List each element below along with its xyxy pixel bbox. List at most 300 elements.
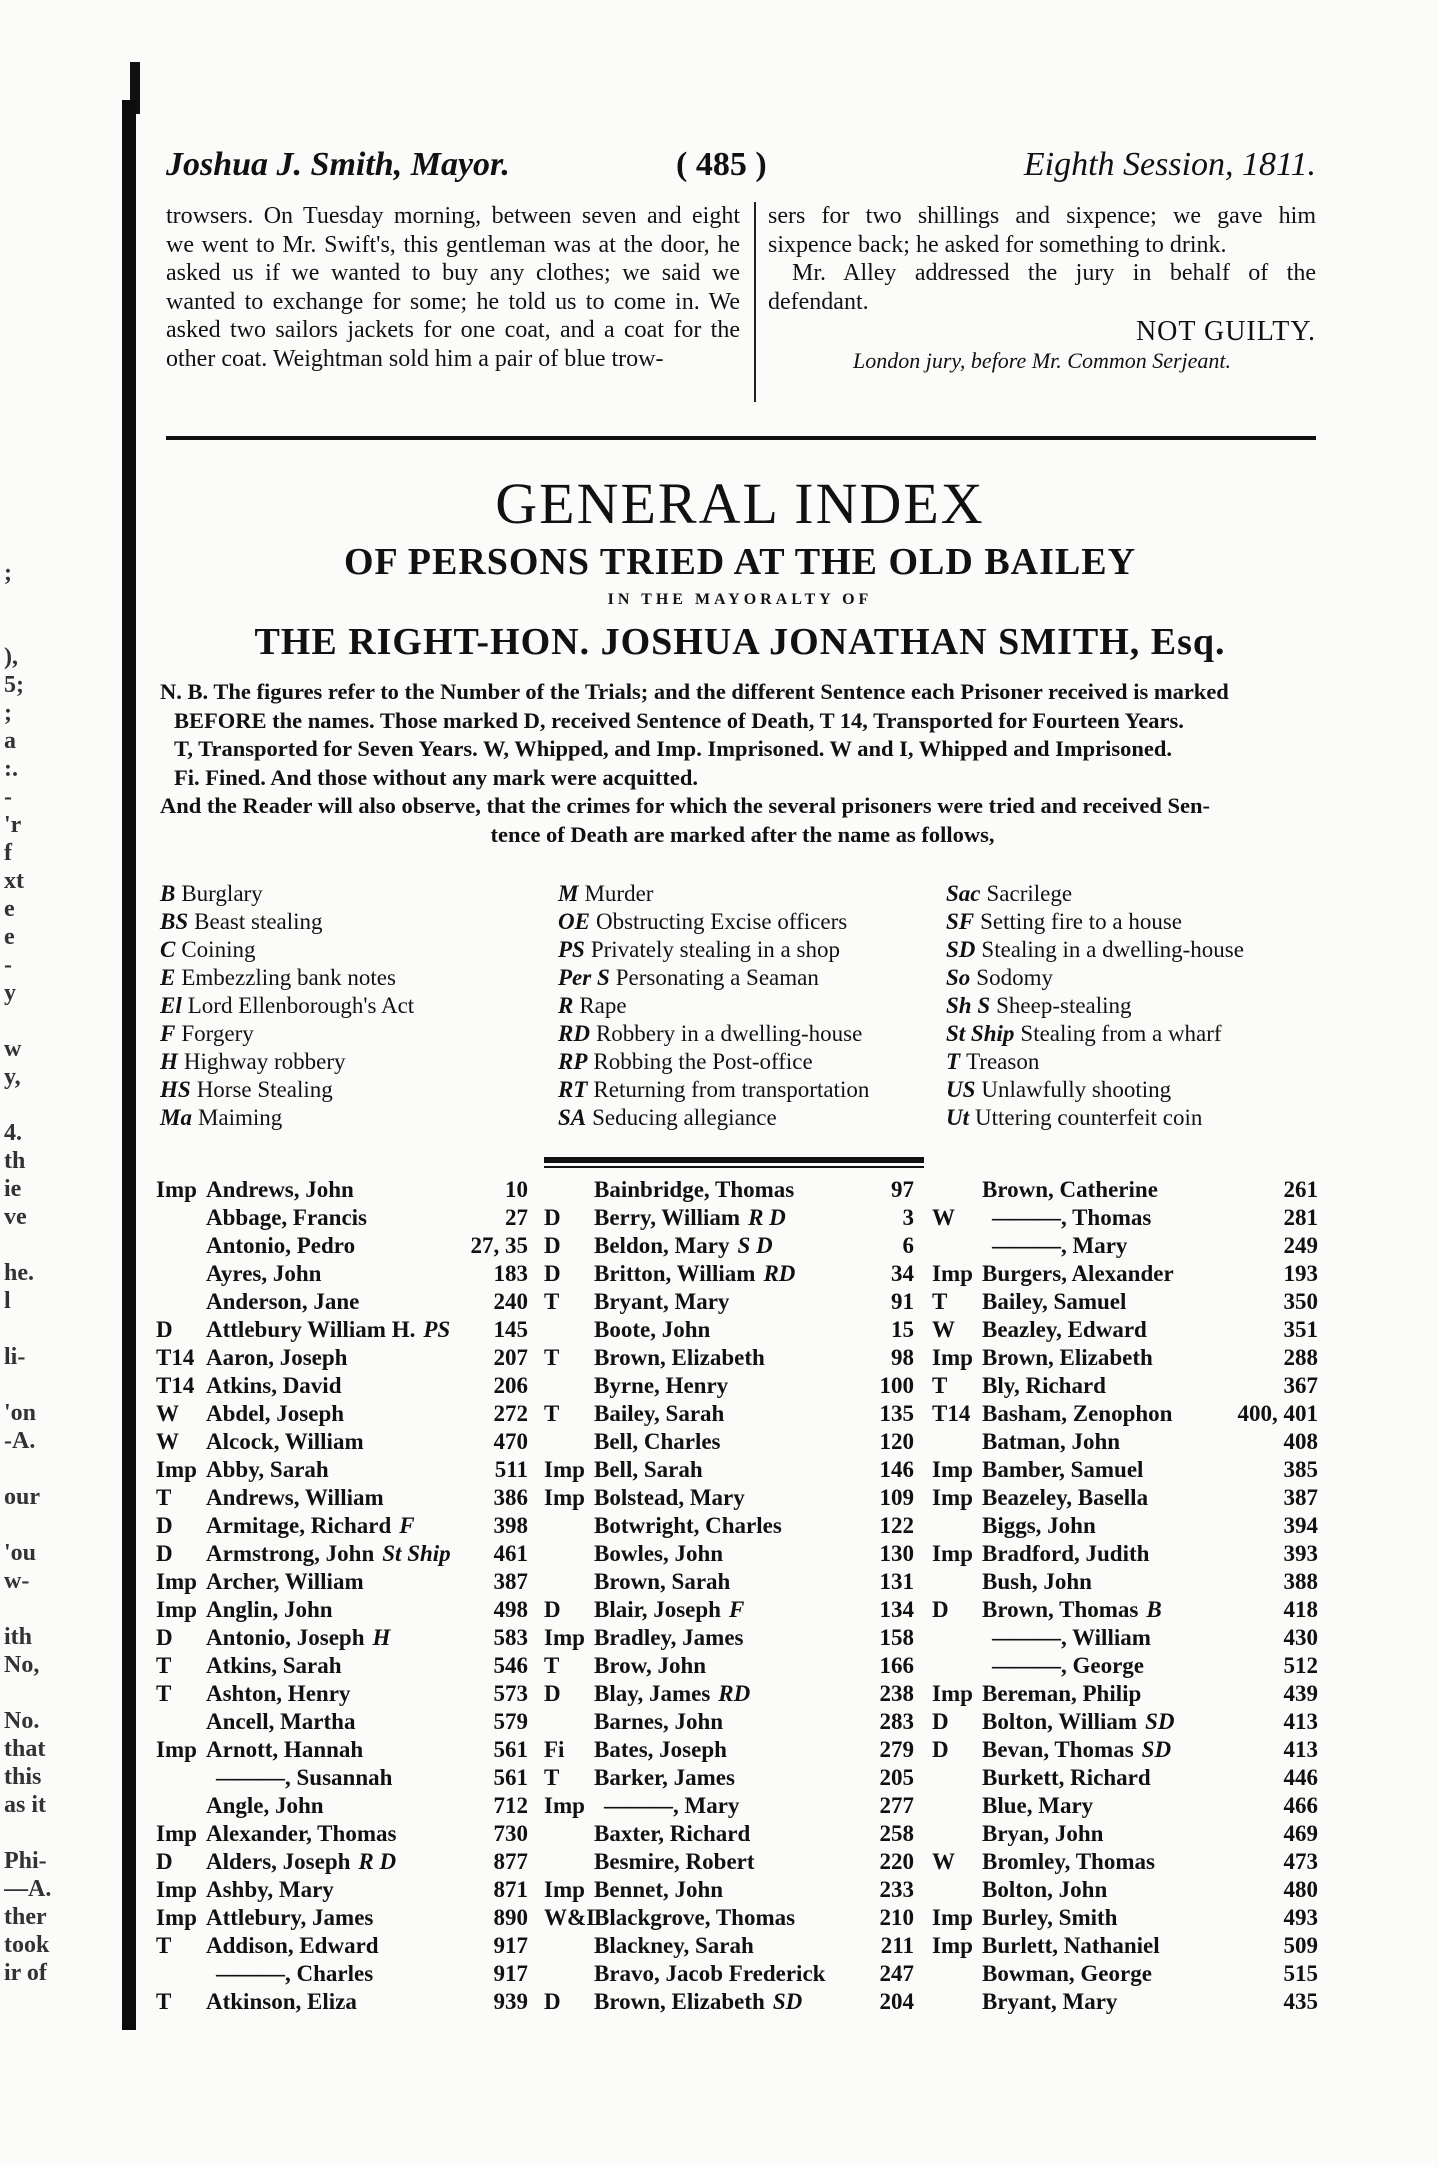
sentence-mark: T: [544, 1345, 560, 1370]
prisoner-name: [982, 1316, 1147, 1344]
legend-label: Maiming: [197, 1105, 283, 1130]
trial-number: 712: [493, 1793, 528, 1818]
prisoner-name: [206, 1736, 363, 1764]
bleed-fragment: li-: [4, 1344, 26, 1370]
prisoner-name-text: Bereman, Philip: [982, 1681, 1142, 1706]
trial-number: 249: [1283, 1233, 1318, 1258]
legend-item: [160, 880, 414, 908]
bleed-fragment: ),: [4, 644, 18, 670]
legend-label: Coining: [181, 937, 256, 962]
prisoner-name: [982, 1596, 1162, 1624]
prisoner-name-text: ———, Susannah: [216, 1765, 393, 1790]
bleed-fragment: [4, 1008, 114, 1036]
legend-label: Treason: [966, 1049, 1040, 1074]
sentence-mark: T14: [156, 1373, 195, 1398]
crime-code: PS: [423, 1317, 451, 1342]
sentence-mark: T14: [932, 1401, 971, 1426]
sentence-mark: T: [932, 1373, 948, 1398]
legend-abbr: US: [946, 1077, 976, 1102]
sentence-mark: Imp: [932, 1345, 973, 1370]
prisoner-name: [982, 1456, 1143, 1484]
prisoner-name-text: Bates, Joseph: [594, 1737, 727, 1762]
prisoner-name-text: Anderson, Jane: [206, 1289, 360, 1314]
trial-number: 91: [891, 1289, 914, 1314]
index-entry: [544, 1456, 914, 1484]
bleed-fragment: 4.: [4, 1120, 22, 1146]
trial-number: 204: [879, 1989, 914, 2014]
prisoner-name: [594, 1232, 773, 1260]
prisoner-name: [594, 1512, 782, 1540]
binding-edge: [122, 100, 136, 2030]
prisoner-name-text: Alexander, Thomas: [206, 1821, 397, 1846]
trial-number: 469: [1283, 1821, 1318, 1846]
index-entry: [156, 1820, 528, 1848]
legend-label: Stealing from a wharf: [1020, 1021, 1222, 1046]
bleed-fragment: -: [4, 952, 12, 978]
trial-number: 512: [1283, 1653, 1318, 1678]
legend-column: [160, 880, 414, 1132]
trial-number: 281: [1283, 1205, 1318, 1230]
index-entry: [932, 1176, 1318, 1204]
legend-item: [160, 992, 414, 1020]
legend-label: Obstructing Excise officers: [595, 909, 848, 934]
prisoner-name: [206, 1568, 364, 1596]
prisoner-name-text: Burley, Smith: [982, 1905, 1118, 1930]
index-entry: [932, 1932, 1318, 1960]
trial-number: 238: [879, 1681, 914, 1706]
trial-number: 15: [891, 1317, 914, 1342]
trial-number: 939: [493, 1989, 528, 2014]
name-index: [150, 1176, 1330, 2014]
bleed-fragment: xt: [4, 868, 24, 894]
legend-item: [558, 908, 869, 936]
index-entry: [932, 1792, 1318, 1820]
bleed-fragment: e: [4, 924, 15, 950]
legend-abbr: Ma: [160, 1105, 192, 1130]
trial-number: 98: [891, 1345, 914, 1370]
bleed-fragment: 'r: [4, 812, 22, 838]
prisoner-name-text: ———, Mary: [992, 1233, 1128, 1258]
legend-label: Returning from transportation: [593, 1077, 870, 1102]
index-entry: [932, 1904, 1318, 1932]
legend-abbr: E: [160, 965, 176, 990]
crime-code-legend: [160, 880, 1325, 1160]
prisoner-name: [982, 1344, 1153, 1372]
bleed-fragment: l: [4, 1288, 11, 1314]
bleed-fragment: as it: [4, 1792, 46, 1818]
index-entry: [932, 1988, 1318, 2016]
prisoner-name: [594, 1344, 765, 1372]
legend-item: [946, 908, 1244, 936]
legend-item: [946, 1104, 1244, 1132]
legend-abbr: HS: [160, 1077, 191, 1102]
sentence-mark: Imp: [156, 1737, 197, 1762]
running-head: [166, 146, 1316, 186]
prisoner-name: [594, 1400, 724, 1428]
index-entry: [544, 1316, 914, 1344]
bleed-fragment: our: [4, 1484, 40, 1510]
prisoner-name: [594, 1204, 786, 1232]
trial-number: 473: [1283, 1849, 1318, 1874]
index-entry: [932, 1400, 1318, 1428]
legend-item: [160, 908, 414, 936]
trial-number: 288: [1283, 1345, 1318, 1370]
index-entry: [156, 1932, 528, 1960]
index-entry: [544, 1624, 914, 1652]
prisoner-name-text: Attlebury, James: [206, 1905, 374, 1930]
index-entry: [932, 1764, 1318, 1792]
prisoner-name: [206, 1260, 321, 1288]
prisoner-name: [594, 1736, 727, 1764]
prisoner-name-text: Atkinson, Eliza: [206, 1989, 357, 2014]
trial-number: 418: [1283, 1597, 1318, 1622]
legend-label: Setting fire to a house: [980, 909, 1182, 934]
trial-number: 100: [879, 1373, 914, 1398]
bleed-fragment: -: [4, 784, 12, 810]
index-entry: [544, 1176, 914, 1204]
legend-item: [160, 1104, 414, 1132]
sentence-mark: D: [156, 1513, 173, 1538]
prisoner-name-text: Batman, John: [982, 1429, 1121, 1454]
note-line: And the Reader will also observe, that the crimes for which the several prisoners were tried and received Sen-: [160, 793, 1211, 818]
prisoner-name-text: Bly, Richard: [982, 1373, 1106, 1398]
left-margin-bleed-text: [4, 560, 114, 1988]
prisoner-name: [982, 1568, 1092, 1596]
index-mayor-name: THE RIGHT-HON. JOSHUA JONATHAN SMITH, Esq.: [254, 621, 1226, 663]
trial-number: 183: [493, 1261, 528, 1286]
trial-number: 34: [891, 1261, 914, 1286]
prisoner-name: [992, 1232, 1127, 1260]
legend-abbr: PS: [558, 937, 585, 962]
trial-number: 261: [1283, 1177, 1318, 1202]
index-entry: [156, 1400, 528, 1428]
bleed-fragment: ;: [4, 700, 12, 726]
index-entry: [156, 1960, 528, 1988]
prisoner-name: [594, 1316, 710, 1344]
prisoner-name: [594, 1484, 745, 1512]
sentence-mark: W: [156, 1401, 179, 1426]
index-entry: [932, 1204, 1318, 1232]
trial-number: 388: [1283, 1569, 1318, 1594]
legend-column: [558, 880, 869, 1132]
bleed-fragment: y: [4, 980, 16, 1006]
crime-code: B: [1146, 1597, 1162, 1622]
trial-number: 146: [879, 1457, 914, 1482]
sentence-mark: T14: [156, 1345, 195, 1370]
legend-abbr: T: [946, 1049, 961, 1074]
index-entry: [932, 1512, 1318, 1540]
prisoner-name: [594, 1568, 730, 1596]
trial-number: 27: [505, 1205, 528, 1230]
prisoner-name-text: Bravo, Jacob Frederick: [594, 1961, 826, 1986]
prisoner-name: [206, 1344, 347, 1372]
prisoner-name: [604, 1792, 739, 1820]
legend-label: Unlawfully shooting: [981, 1077, 1172, 1102]
legend-item: [558, 992, 869, 1020]
running-head-mayor: Joshua J. Smith, Mayor.: [166, 146, 510, 183]
prisoner-name: [206, 1400, 344, 1428]
prisoner-name-text: ———, Charles: [216, 1961, 374, 1986]
prisoner-name-text: Burgers, Alexander: [982, 1261, 1174, 1286]
trial-number: 3: [902, 1205, 914, 1230]
trial-number: 730: [493, 1821, 528, 1846]
index-entry: [932, 1848, 1318, 1876]
sentence-mark: D: [156, 1625, 173, 1650]
sentence-mark: Imp: [932, 1261, 973, 1286]
trial-number: 351: [1283, 1317, 1318, 1342]
crime-code: St Ship: [382, 1541, 451, 1566]
prisoner-name-text: Brown, Elizabeth: [594, 1345, 765, 1370]
prisoner-name-text: Blair, Joseph: [594, 1597, 721, 1622]
legend-abbr: C: [160, 937, 176, 962]
verdict: NOT GUILTY.: [1135, 316, 1316, 347]
prisoner-name: [594, 1876, 723, 1904]
prisoner-name: [206, 1624, 390, 1652]
index-entry: [156, 1904, 528, 1932]
prisoner-name: [594, 1988, 802, 2016]
trial-number: 579: [493, 1709, 528, 1734]
index-entry: [932, 1484, 1318, 1512]
prisoner-name-text: Ashton, Henry: [206, 1681, 351, 1706]
prisoner-name-text: Bryan, John: [982, 1821, 1104, 1846]
legend-item: [946, 1076, 1244, 1104]
bleed-fragment: this: [4, 1764, 42, 1790]
bleed-fragment: [4, 588, 114, 616]
prisoner-name-text: Burkett, Richard: [982, 1765, 1151, 1790]
trial-number: 210: [879, 1905, 914, 1930]
prisoner-name-text: Ancell, Martha: [206, 1709, 356, 1734]
legend-label: Rape: [579, 993, 627, 1018]
legend-abbr: SF: [946, 909, 975, 934]
prisoner-name-text: Bradford, Judith: [982, 1541, 1150, 1566]
prisoner-name-text: Armstrong, John: [206, 1541, 375, 1566]
legend-label: Embezzling bank notes: [181, 965, 396, 990]
column-divider: [754, 202, 756, 402]
sentence-mark: Imp: [156, 1905, 197, 1930]
prisoner-name: [982, 1540, 1149, 1568]
prisoner-name-text: Bolton, William: [982, 1709, 1138, 1734]
index-entry: [156, 1372, 528, 1400]
index-entry: [932, 1316, 1318, 1344]
bleed-fragment: No.: [4, 1708, 40, 1734]
prisoner-name: [594, 1960, 825, 1988]
legend-item: [160, 1076, 414, 1104]
legend-abbr: F: [160, 1021, 176, 1046]
prisoner-name-text: Berry, William: [594, 1205, 741, 1230]
index-entry: [544, 1204, 914, 1232]
sentence-mark: D: [544, 1261, 561, 1286]
index-entry: [544, 1764, 914, 1792]
bleed-fragment: w-: [4, 1568, 30, 1594]
index-entry: [932, 1680, 1318, 1708]
sentence-mark: W&I: [544, 1905, 596, 1930]
prisoner-name-text: Ayres, John: [206, 1261, 322, 1286]
trial-number: 480: [1283, 1877, 1318, 1902]
legend-abbr: B: [160, 881, 176, 906]
trial-number: 258: [879, 1821, 914, 1846]
prisoner-name-text: Bowman, George: [982, 1961, 1152, 1986]
crime-code: H: [372, 1625, 391, 1650]
crime-code: SD: [1141, 1737, 1172, 1762]
sentence-mark: T: [544, 1401, 560, 1426]
index-entry: [932, 1428, 1318, 1456]
index-entry: [544, 1988, 914, 2016]
trial-number: 145: [493, 1317, 528, 1342]
sentence-mark: D: [544, 1681, 561, 1706]
legend-label: Privately stealing in a shop: [590, 937, 840, 962]
page-number: ( 485 ): [676, 146, 767, 183]
index-entry: [156, 1652, 528, 1680]
sentence-mark: D: [156, 1849, 173, 1874]
trial-number: 122: [879, 1513, 914, 1538]
sentence-mark: Imp: [932, 1933, 973, 1958]
index-entry: [156, 1204, 528, 1232]
bleed-fragment: No,: [4, 1652, 40, 1678]
trial-number: 561: [493, 1765, 528, 1790]
prisoner-name: [206, 1932, 379, 1960]
trial-number: 398: [493, 1513, 528, 1538]
note-line: Fi. Fined. And those without any mark were acquitted.: [174, 764, 698, 790]
trial-number: 413: [1283, 1709, 1318, 1734]
bleed-fragment: e: [4, 896, 15, 922]
prisoner-name-text: Bryant, Mary: [594, 1289, 730, 1314]
prisoner-name-text: Brown, Thomas: [982, 1597, 1139, 1622]
bleed-fragment: [4, 1456, 114, 1484]
legend-abbr: BS: [160, 909, 189, 934]
prisoner-name-text: Blackgrove, Thomas: [594, 1905, 796, 1930]
index-entry: [156, 1848, 528, 1876]
prisoner-name: [594, 1904, 795, 1932]
legend-item: [160, 1048, 414, 1076]
legend-item: [558, 1020, 869, 1048]
sentence-mark: Imp: [932, 1681, 973, 1706]
prisoner-name-text: Brow, John: [594, 1653, 707, 1678]
index-column: [544, 1176, 914, 2016]
sentence-mark: Imp: [156, 1569, 197, 1594]
prisoner-name-text: Attlebury William H.: [206, 1317, 416, 1342]
index-entry: [932, 1456, 1318, 1484]
trial-number: 277: [879, 1793, 914, 1818]
index-entry: [932, 1232, 1318, 1260]
sentence-mark: T: [156, 1485, 172, 1510]
bleed-fragment: [4, 1316, 114, 1344]
sentence-mark: Fi: [544, 1737, 565, 1762]
prisoner-name: [992, 1204, 1151, 1232]
trial-text-left: trowsers. On Tuesday morning, between seven and eight we went to Mr. Swift's, this gentleman was at the door, he asked us if we wanted to buy any clothes; we said we wanted to exchange for some; he told us to come in. We asked two sailors jackets for one coat, and a coat for the other coat. Weightman sold him a pair of blue trow-: [166, 203, 740, 372]
trial-number: 220: [879, 1849, 914, 1874]
prisoner-name-text: Abby, Sarah: [206, 1457, 329, 1482]
legend-abbr: SA: [558, 1105, 587, 1130]
index-entry: [932, 1344, 1318, 1372]
index-entry: [156, 1176, 528, 1204]
prisoner-name-text: Antonio, Pedro: [206, 1233, 356, 1258]
index-entry: [156, 1680, 528, 1708]
prisoner-name: [982, 1820, 1103, 1848]
index-entry: [544, 1708, 914, 1736]
trial-number: 387: [1283, 1485, 1318, 1510]
trial-number: 10: [505, 1177, 528, 1202]
sentence-mark: T: [544, 1765, 560, 1790]
trial-number: 387: [493, 1569, 528, 1594]
prisoner-name: [594, 1372, 728, 1400]
prisoner-name: [982, 1932, 1160, 1960]
prisoner-name: [206, 1792, 324, 1820]
prisoner-name: [594, 1820, 750, 1848]
trial-number: 6: [902, 1233, 914, 1258]
prisoner-name: [594, 1596, 744, 1624]
prisoner-name: [206, 1876, 334, 1904]
trial-number: 573: [493, 1681, 528, 1706]
section-rule: [166, 436, 1316, 440]
index-mayoralty-line: IN THE MAYORALTY OF: [607, 591, 873, 608]
index-title: GENERAL INDEX: [495, 471, 985, 536]
trial-text: [166, 202, 1316, 412]
prisoner-name-text: Bell, Sarah: [594, 1457, 703, 1482]
legend-label: Seducing allegiance: [592, 1105, 777, 1130]
prisoner-name: [594, 1848, 755, 1876]
prisoner-name: [206, 1904, 373, 1932]
legend-label: Stealing in a dwelling-house: [981, 937, 1244, 962]
index-entry: [156, 1232, 528, 1260]
prisoner-name-text: Basham, Zenophon: [982, 1401, 1173, 1426]
trial-number: 583: [493, 1625, 528, 1650]
legend-item: [558, 880, 869, 908]
trial-number: 408: [1283, 1429, 1318, 1454]
index-entry: [544, 1792, 914, 1820]
index-entry: [932, 1736, 1318, 1764]
index-entry: [156, 1428, 528, 1456]
index-entry: [932, 1876, 1318, 1904]
sentence-mark: Imp: [932, 1457, 973, 1482]
prisoner-name: [982, 1876, 1107, 1904]
prisoner-name: [594, 1176, 794, 1204]
prisoner-name-text: Abdel, Joseph: [206, 1401, 345, 1426]
prisoner-name: [594, 1932, 754, 1960]
prisoner-name: [206, 1512, 415, 1540]
index-subtitle: OF PERSONS TRIED AT THE OLD BAILEY: [343, 541, 1137, 583]
trial-number: 511: [494, 1457, 528, 1482]
prisoner-name: [206, 1456, 329, 1484]
crime-code: F: [728, 1597, 745, 1622]
prisoner-name: [594, 1764, 735, 1792]
prisoner-name: [206, 1428, 364, 1456]
prisoner-name-text: Bolstead, Mary: [594, 1485, 745, 1510]
index-notes: [160, 678, 1325, 849]
prisoner-name: [992, 1624, 1151, 1652]
counsel-address: Mr. Alley addressed the jury in behalf of the defendant.: [768, 260, 1316, 315]
trial-number: 211: [880, 1933, 914, 1958]
legend-item: [946, 880, 1244, 908]
index-entry: [932, 1260, 1318, 1288]
bleed-fragment: ;: [4, 560, 12, 586]
legend-abbr: SD: [946, 937, 976, 962]
prisoner-name: [206, 1848, 396, 1876]
legend-item: [558, 1076, 869, 1104]
legend-item: [558, 1104, 869, 1132]
legend-label: Beast stealing: [194, 909, 323, 934]
prisoner-name-text: Bell, Charles: [594, 1429, 721, 1454]
bleed-fragment: ir of: [4, 1960, 47, 1986]
trial-number: 546: [493, 1653, 528, 1678]
trial-number: 493: [1283, 1905, 1318, 1930]
trial-number: 890: [493, 1905, 528, 1930]
index-entry: [932, 1820, 1318, 1848]
crime-code: RD: [718, 1681, 751, 1706]
crime-code: R D: [358, 1849, 397, 1874]
note-line: tence of Death are marked after the name as follows,: [490, 821, 995, 847]
trial-number: 350: [1283, 1289, 1318, 1314]
trial-number: 470: [493, 1429, 528, 1454]
